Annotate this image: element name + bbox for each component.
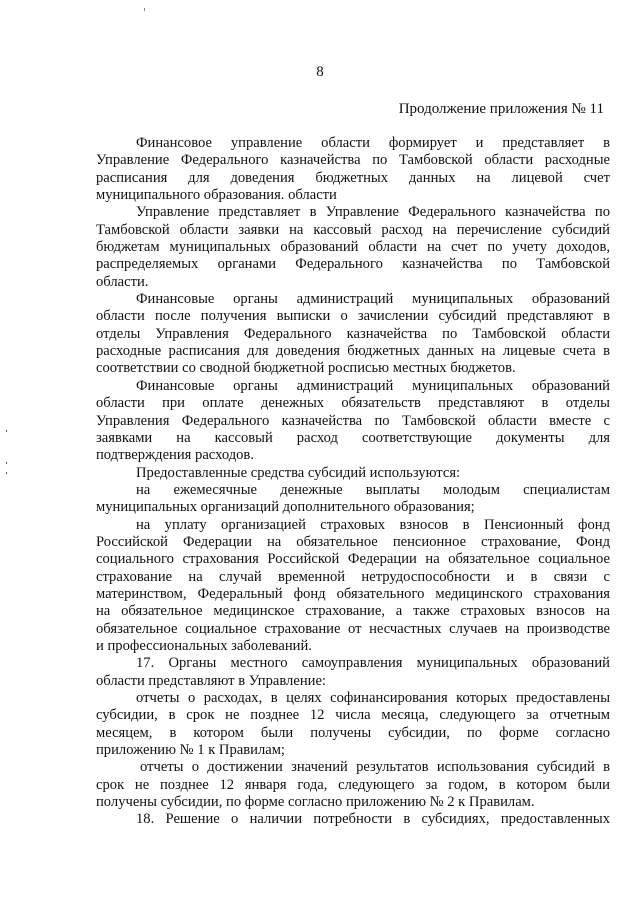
text-line: месяцем, в котором были получены субсидии, по форме согласно [96,724,610,741]
text-line: области. [96,273,149,290]
text-line: на уплату организацией страховых взносов в Пенсионный фонд [136,516,610,533]
text-line: срок не позднее 12 января года, следующего за годом, в котором были [96,776,610,793]
text-line: муниципального образования. области [96,187,337,204]
text-line: расходные расписания для доведения бюджетных данных на лицевые счета в [96,343,610,360]
text-line: социального страхования Российской Федерации на обязательное социальное [96,551,610,568]
text-line: Финансовые органы администраций муниципальных образований [136,291,610,308]
text-line: заявками на кассовый расход соответствующие документы для [96,429,610,446]
text-line: Российской Федерации на обязательное пенсионное страхование, Фонд [96,533,610,550]
text-line: Управления Федерального казначейства по Тамбовской области вместе с [96,412,610,429]
text-line: на ежемесячные денежные выплаты молодым специалистам [136,481,610,498]
text-line: отделы Управления Федерального казначейства по Тамбовской области [96,325,610,342]
text-line: отчеты о расходах, в целях софинансирования которых предоставлены [136,690,610,706]
text-line: соответствии со сводной бюджетной росписью местных бюджетов. [96,360,516,377]
text-line: страхование на случай временной нетрудоспособности и в связи с [96,568,610,585]
margin-mark [6,472,7,474]
text-line: 17. Органы местного самоуправления муниципальных образований [136,655,610,672]
text-line: Финансовые органы администраций муниципальных образований [136,377,610,394]
text-line: Финансовое управление области формирует и представляет в [136,135,610,151]
page-number: 8 [316,64,324,80]
text-line: области после получения выписки о зачислении субсидий представляют в [96,308,610,325]
text-line: Управление Федерального казначейства по Тамбовской области расходные [96,152,610,169]
text-line: субсидии, в срок не позднее 12 числа месяца, следующего за отчетным [96,707,610,724]
text-line: распределяемых органами Федерального казначейства по Тамбовской [96,256,610,273]
text-line: получены субсидии, по форме согласно приложению № 2 к Правилам. [96,794,535,811]
text-line: Управление представляет в Управление Федерального казначейства по [136,204,610,221]
text-line: Предоставленные средства субсидий используются: [136,464,461,481]
text-line: на обязательное медицинское страхование, а также страховых взносов на [96,603,610,620]
text-line: подтверждения расходов. [96,447,254,464]
text-line: отчеты о достижении значений результатов использования субсидий в [140,759,610,776]
text-line: муниципальных организаций дополнительного образования; [96,499,475,516]
document-body [96,135,610,829]
text-line: бюджетам муниципальных образований области на счет по учету доходов, [96,239,610,256]
margin-mark [6,430,7,432]
text-line: расписания для доведения бюджетных данных на лицевой счет [96,169,610,186]
text-line: области представляют в Управление: [96,672,326,689]
text-line: области при оплате денежных обязательств представляют в отделы [96,395,610,412]
text-line: 18. Решение о наличии потребности в субсидиях, предоставленных [136,811,610,828]
scan-speck [144,8,145,11]
text-line: материнством, Федеральный фонд обязательного медицинского страхования [96,585,610,602]
margin-mark [6,462,7,464]
text-line: обязательное социальное страхование от несчастных случаев на производстве [96,620,610,637]
text-line: приложению № 1 к Правилам; [96,742,285,759]
text-line: Тамбовской области заявки на кассовый расход на перечисление субсидий [96,221,610,238]
text-line: и профессиональных заболеваний. [96,637,312,654]
annex-continuation-header: Продолжение приложения № 11 [398,101,604,117]
